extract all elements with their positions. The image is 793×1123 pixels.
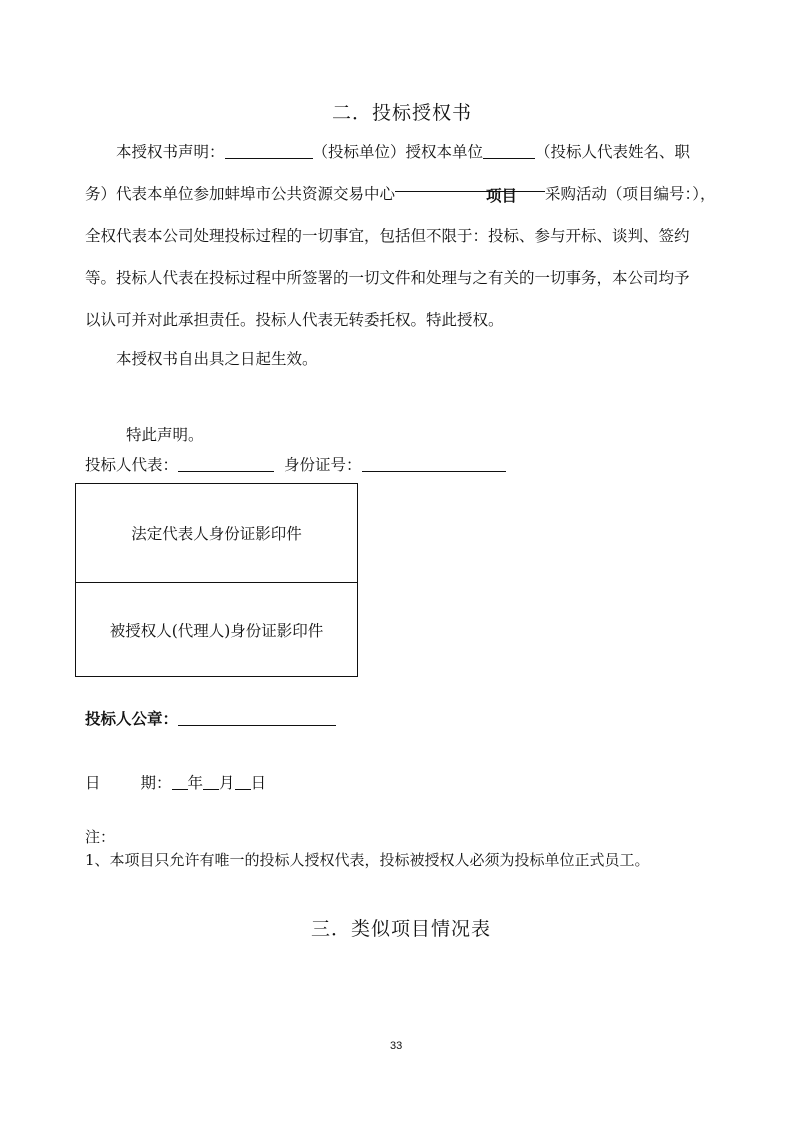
month-label: 月 (219, 774, 235, 792)
id-number-label: 身份证号： (284, 456, 362, 474)
legal-rep-id-cell (76, 484, 357, 583)
declaration-line-3: 全权代表本公司处理投标过程的一切事宜，包括但不限于：投标、参与开标、谈判、签约 (85, 227, 690, 245)
year-blank[interactable] (172, 773, 188, 790)
section-title-similar-projects: 三．类似项目情况表 (311, 918, 492, 940)
representative-label: 投标人代表： (85, 456, 179, 474)
project-placeholder: 项目 (486, 187, 518, 205)
signature-line (85, 444, 506, 486)
section-title-authorization: 二．投标授权书 (332, 102, 473, 124)
declaration-line-2 (85, 173, 716, 215)
bidder-seal-label: 投标人公章： (85, 710, 179, 728)
declaration-suffix: （投标人代表姓名、职 (535, 143, 691, 161)
id-copy-table (75, 483, 358, 677)
month-blank[interactable] (203, 773, 219, 790)
declaration-l2-prefix: 务）代表本单位参加蚌埠市公共资源交易中心 (85, 185, 396, 203)
declaration-prefix: 本授权书声明： (116, 143, 225, 161)
agent-id-cell (76, 583, 357, 676)
statement-text: 特此声明。 (126, 426, 204, 444)
declaration-line-6: 本授权书自出具之日起生效。 (116, 350, 318, 368)
representative-blank[interactable] (178, 455, 274, 472)
legal-rep-id-label: 法定代表人身份证影印件 (131, 525, 302, 543)
note-label: 注： (85, 828, 116, 846)
project-name-blank[interactable] (395, 175, 545, 205)
day-blank[interactable] (235, 773, 251, 790)
declaration-l2-suffix: 采购活动（项目编号：）， (545, 185, 716, 203)
declaration-line-1 (116, 131, 690, 173)
declaration-line-5: 以认可并对此承担责任。投标人代表无转委托权。特此授权。 (85, 311, 504, 329)
year-label: 年 (187, 774, 204, 792)
date-line (85, 762, 266, 804)
seal-line (85, 698, 336, 740)
declaration-line-4: 等。投标人代表在投标过程中所签署的一切文件和处理与之有关的一切事务，本公司均予 (85, 269, 690, 287)
note-item-1: 1、本项目只允许有唯一的投标人授权代表，投标被授权人必须为投标单位正式员工。 (85, 851, 650, 869)
agent-id-label: 被授权人(代理人)身份证影印件 (109, 621, 324, 640)
page-number: 33 (390, 1040, 403, 1052)
representative-name-blank[interactable] (483, 142, 535, 159)
id-number-blank[interactable] (362, 455, 506, 472)
bidder-unit-blank[interactable] (225, 142, 313, 159)
bidder-seal-blank[interactable] (178, 709, 336, 726)
date-label-ri: 日 (85, 774, 101, 792)
date-label-qi: 期： (140, 774, 172, 792)
declaration-mid: （投标单位）授权本单位 (312, 143, 484, 161)
day-label: 日 (250, 774, 267, 792)
